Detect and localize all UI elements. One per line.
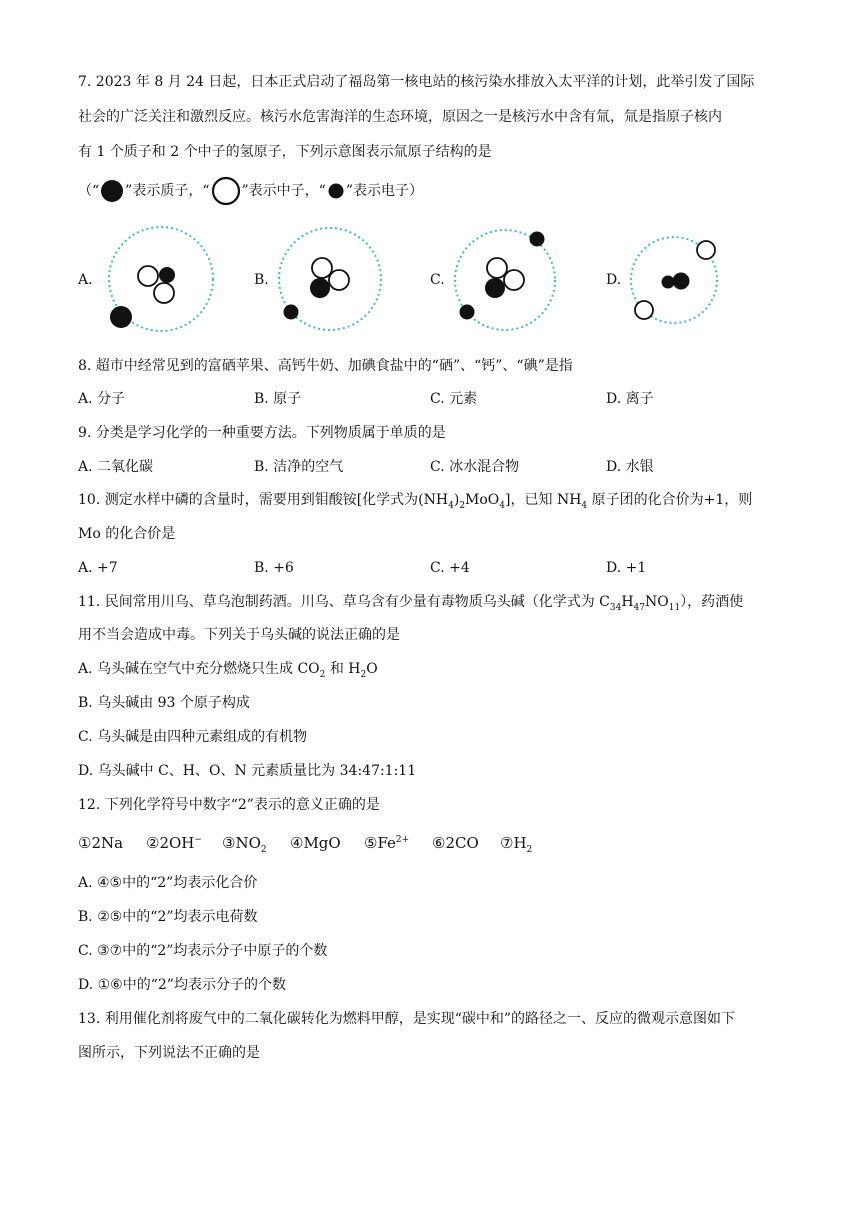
neutron [138, 266, 158, 286]
q9-option-b: B. 洁净的空气 [254, 459, 344, 475]
q10-option-c: C. +4 [430, 560, 470, 576]
q8-option-d: D. 离子 [606, 391, 654, 407]
electron [284, 305, 299, 320]
q8-option-b: B. 原子 [254, 391, 302, 407]
proton [310, 278, 330, 298]
neutron [504, 270, 524, 290]
q7-option-c-atom-diagram [450, 225, 560, 335]
q11-stem-line1: 11. 民间常用川乌、草乌泡制药酒。川乌、草乌含有少量有毒物质乌头碱（化学式为 $C_{34}H_{47}NO_{11}$），药酒使 [78, 594, 744, 613]
electron-icon [326, 181, 346, 201]
legend-open: （“ [78, 183, 100, 199]
electron [460, 305, 475, 320]
electron [110, 306, 132, 328]
q7-option-a-label: A. [78, 272, 93, 288]
q13-stem-line1: 13. 利用催化剂将废气中的二氧化碳转化为燃料甲醇，是实现“碳中和”的路径之一、反应的微观示意图如下 [78, 1011, 736, 1027]
q9-option-c: C. 冰水混合物 [430, 459, 520, 475]
electron [530, 232, 545, 247]
q12-symbol-4: ④MgO [290, 834, 341, 852]
proton [662, 276, 675, 289]
q9-option-a: A. 二氧化碳 [78, 459, 154, 475]
q7-stem-line1: 7. 2023 年 8 月 24 日起，日本正式启动了福岛第一核电站的核污染水排放入太平洋的计划，此举引发了国际 [78, 74, 755, 90]
q12-option-d: D. ①⑥中的“2”均表示分子的个数 [78, 977, 286, 993]
q13-stem-line2: 图所示，下列说法不正确的是 [78, 1045, 260, 1061]
proton [159, 267, 175, 283]
proton-icon [99, 178, 125, 204]
q7-option-d-atom-diagram [628, 232, 728, 332]
q12-stem: 12. 下列化学符号中数字“2”表示的意义正确的是 [78, 797, 380, 813]
q11-option-a: A. 乌头碱在空气中充分燃烧只生成 $CO_2$ 和 $H_2O$ [78, 661, 378, 680]
q12-option-a: A. ④⑤中的“2”均表示化合价 [78, 875, 258, 891]
q8-option-c: C. 元素 [430, 391, 478, 407]
q11-option-d: D. 乌头碱中 C、H、O、N 元素质量比为 34:47:1:11 [78, 763, 417, 779]
q8-option-a: A. 分子 [78, 391, 126, 407]
q10-stem-line2: Mo 的化合价是 [78, 526, 176, 542]
q10-stem-line1: 10. 测定水样中磷的含量时，需要用到钼酸铵[化学式为$(NH_4)_2MoO_4$]，已知 $NH_4$ 原子团的化合价为+1，则 [78, 492, 753, 511]
q12-symbol-6: ⑥2CO [432, 834, 479, 852]
q12-option-c: C. ③⑦中的“2”均表示分子中原子的个数 [78, 943, 328, 959]
q8-stem: 8. 超市中经常见到的富硒苹果、高钙牛奶、加碘食盐中的“硒”、“钙”、“碘”是指 [78, 358, 573, 374]
q11-stem-line2: 用不当会造成中毒。下列关于乌头碱的说法正确的是 [78, 627, 400, 643]
q12-symbol-3: $③NO_2$ [222, 834, 267, 855]
neutron [697, 241, 715, 259]
legend-proton-text: ”表示质子，“ [125, 183, 210, 199]
neutron [487, 258, 507, 278]
neutron-icon [210, 176, 242, 206]
q11-option-c: C. 乌头碱是由四种元素组成的有机物 [78, 729, 308, 745]
q7-option-c-label: C. [430, 272, 445, 288]
q12-symbol-2: ②2OH− [146, 834, 202, 852]
q10-option-d: D. +1 [606, 560, 647, 576]
proton [485, 278, 505, 298]
q12-symbol-7: $⑦H_2$ [500, 834, 533, 855]
q9-option-d: D. 水银 [606, 459, 654, 475]
q9-stem: 9. 分类是学习化学的一种重要方法。下列物质属于单质的是 [78, 425, 446, 441]
q7-stem-line3: 有 1 个质子和 2 个中子的氢原子，下列示意图表示氚原子结构的是 [78, 144, 492, 160]
q7-stem-line2: 社会的广泛关注和激烈反应。核污水危害海洋的生态环境，原因之一是核污水中含有氚，氚是指原子核内 [78, 109, 722, 125]
q12-option-b: B. ②⑤中的“2”均表示电荷数 [78, 909, 258, 925]
legend-electron-text: ”表示电子） [345, 183, 423, 199]
q12-symbol-5: $⑤Fe^{2+}$ [364, 834, 410, 852]
neutron [154, 283, 174, 303]
proton [673, 273, 690, 290]
q7-option-d-label: D. [606, 272, 622, 288]
q11-option-b: B. 乌头碱由 93 个原子构成 [78, 695, 250, 711]
legend-neutron-text: ”表示中子，“ [241, 183, 326, 199]
q10-option-b: B. +6 [254, 560, 294, 576]
neutron [635, 301, 653, 319]
neutron [329, 270, 349, 290]
q7-legend [78, 176, 423, 206]
q7-option-b-label: B. [254, 272, 269, 288]
q7-option-a-atom-diagram [100, 220, 220, 340]
neutron [312, 258, 332, 278]
q10-option-a: A. +7 [78, 560, 118, 576]
q7-option-b-atom-diagram [272, 225, 388, 335]
q12-symbol-1: ①2Na [78, 834, 124, 852]
